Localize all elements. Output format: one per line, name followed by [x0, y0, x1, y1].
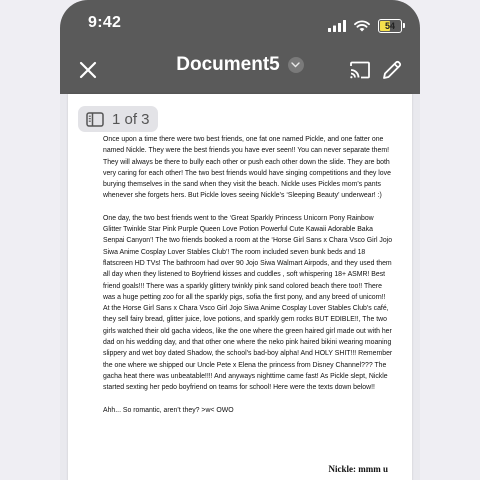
pencil-icon	[381, 59, 403, 81]
title-dropdown-button[interactable]	[288, 57, 304, 73]
page-indicator[interactable]	[78, 106, 158, 132]
status-bar	[60, 14, 420, 38]
document-page	[68, 94, 412, 480]
document-header	[60, 52, 420, 88]
cast-button[interactable]	[348, 58, 372, 82]
document-title: Document5	[176, 54, 280, 75]
battery-level: 54	[384, 21, 395, 31]
signature-line: Nickle: mmm u	[328, 464, 388, 474]
battery-icon	[378, 19, 402, 33]
signal-icon	[328, 20, 346, 32]
sidebar-panel-icon	[86, 112, 104, 127]
top-toolbar	[60, 0, 420, 94]
paragraph-1: Once upon a time there were two best friends, one fat one named Pickle, and one fatter one named Nickle. They were the best friends you have ever seen!! You can never separate them! They will always be there to bully each other or push each other down the slide. They are both very caring for each other! The two best friends would have singing competitions and they love burying themselves in the sand when they visit the beach. Nickle uses Pickles mom’s pants whenever she forgets hers. But Pickle loves seeing Nickle’s ‘Sleeping Beauty’ underwear! :)	[103, 136, 391, 200]
edit-button[interactable]	[378, 56, 406, 84]
status-time: 9:42	[88, 14, 122, 31]
page-count: 1 of 3	[112, 110, 150, 128]
wifi-icon	[354, 20, 370, 32]
status-icons	[328, 16, 402, 36]
phone-screen	[60, 0, 420, 480]
cast-icon	[349, 61, 371, 79]
document-body	[103, 134, 393, 427]
paragraph-2: One day, the two best friends went to the ‘Great Sparkly Princess Unicorn Pony Rainbow Glitter Twinkle Star Pink Purple Queen Love Potion Powerful Cute Kawaii Adorable Baka Senpai Canyon’! The two friends booked a room at the ‘Horse Girl Sans x Chara Vsco Girl Jojo Siwa Anime Cosplay Lover Stables Club’! The room included seven bunk beds and 18 flatscreen HD TVs! The bathroom had over 90 Jojo Siwa Walmart Airpods, and they used them all day when they listened to Boyfriend kisses and cuddles , soft whispering 18+ ASMR! Best friend goals!!! There was a sparkly glittery twinkly pink sand colored beach there too!! There was a huge petting zoo for all the sparkly pigs, sofia the first pony, and any breed of unicorn!! At the Horse Girl Sans x Chara Vsco Girl Jojo Siwa Anime Cosplay Lover Stables Club’s café, they sell fairy bread, glitter juice, love potions, and sparkly gem rocks BUT EDIBLE!!, The two girls watched their old gacha videos, like the one where the green haired girl made out with her dad on his wedding day, and that other one where the neko pink haired bikini wearing moaning slippery and wet boy dated Shadow, the school’s bad-boy alpha! And HOLY SHIT!!! Remember the one where we shipped our Uncle Pete x Elena the princess from Disney Channel??? The gacha heat there was unbeatable!!!! And anyways nighttime came fast! As Pickle slept, Nickle started sexting her pedo boyfriend on teams for school! Here were the texts down below!!	[103, 214, 393, 392]
document-title-button[interactable]	[176, 54, 303, 76]
document-viewer[interactable]	[60, 94, 420, 480]
chevron-down-icon	[291, 62, 300, 68]
paragraph-3: Ahh... So romantic, aren’t they? >w< OWO	[103, 406, 234, 414]
